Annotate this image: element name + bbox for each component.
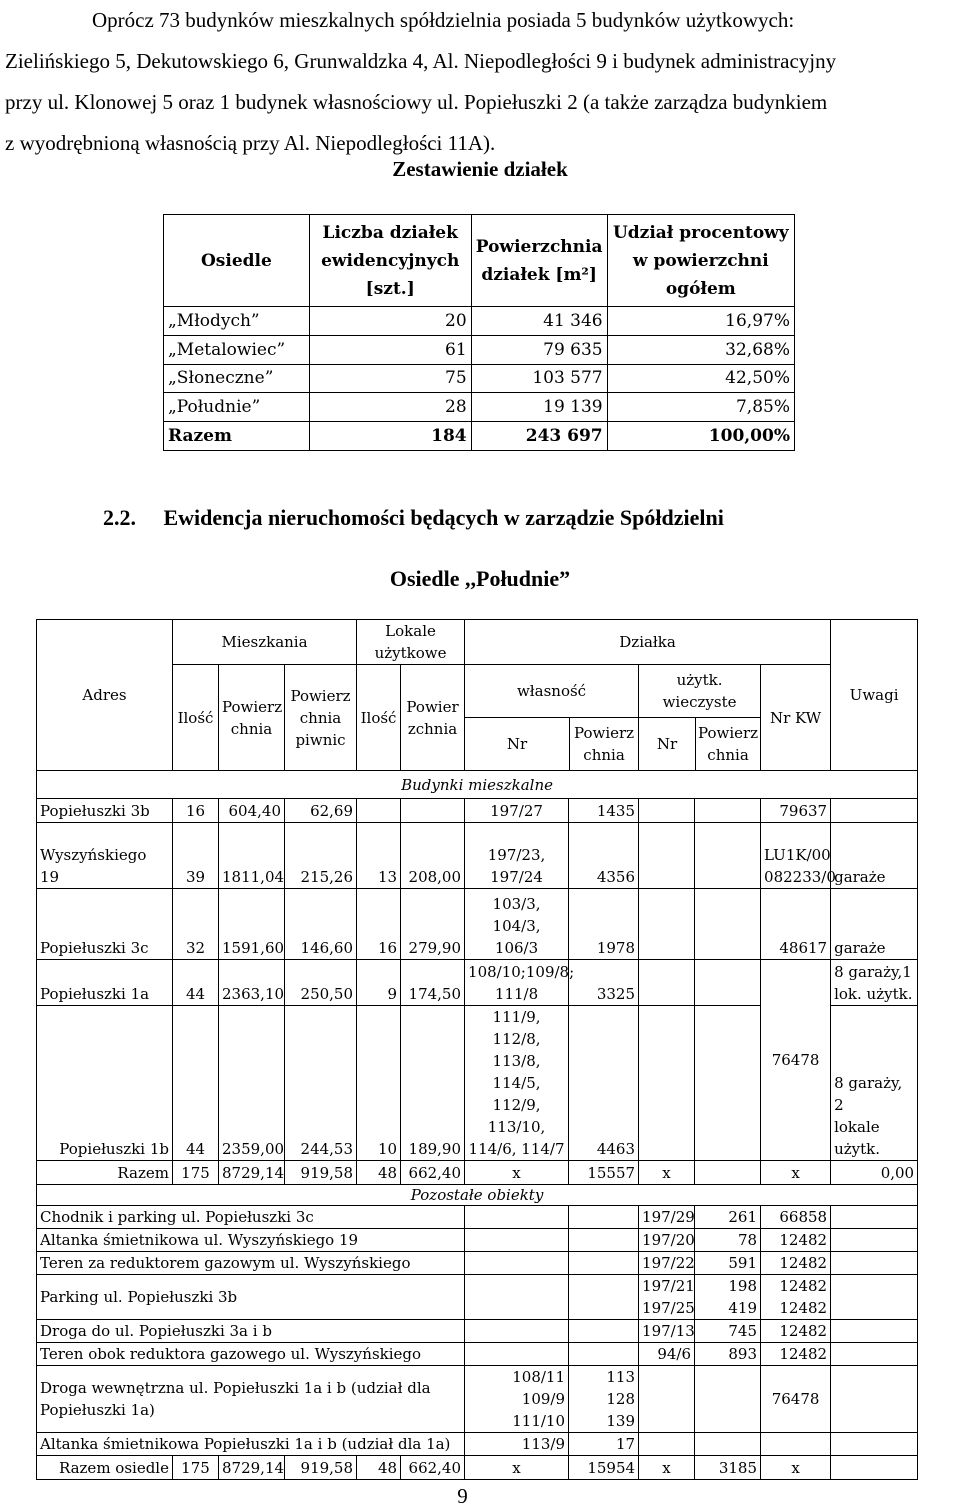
total-row xyxy=(164,422,795,451)
intro-line-4: z wyodrębnioną własnością przy Al. Niepodległości 11A). xyxy=(5,131,496,155)
remarks xyxy=(831,799,918,823)
header-osiedle: Osiedle xyxy=(164,215,310,307)
intro-paragraph xyxy=(5,0,960,164)
plot-area xyxy=(569,1229,639,1252)
perpetual-plot-number xyxy=(639,823,695,889)
header-ilosc-lokale: Ilość xyxy=(357,665,401,771)
land-register-number: 12482 12482 xyxy=(761,1275,831,1320)
intro-line-2: Zielińskiego 5, Dekutowskiego 6, Grunwaldzka 4, Al. Niepodległości 9 i budynek administracyjny xyxy=(5,49,837,73)
cellar-area: 244,53 xyxy=(285,1006,357,1161)
subtotal-nru: x xyxy=(639,1161,695,1185)
perpetual-plot-number xyxy=(639,1006,695,1161)
other-object-row xyxy=(37,1229,918,1252)
plot-number: 108/10;109/8; 111/8 xyxy=(465,960,569,1006)
header-ilosc: Ilość xyxy=(173,665,219,771)
subtotal-row xyxy=(37,1161,918,1185)
other-object-row xyxy=(37,1366,918,1433)
remarks xyxy=(831,1320,918,1343)
other-object-row xyxy=(37,1275,918,1320)
land-register-number: 66858 xyxy=(761,1206,831,1229)
plot-number: 108/11 109/9 111/10 xyxy=(465,1366,569,1433)
header-nrkw: Nr KW xyxy=(761,665,831,771)
area-share: 7,85% xyxy=(607,393,794,422)
plot-area xyxy=(569,1320,639,1343)
section1-title: Zestawienie działek xyxy=(392,157,568,181)
address: Wyszyńskiego 19 xyxy=(37,823,173,889)
table-row xyxy=(164,307,795,336)
cellar-area: 215,26 xyxy=(285,823,357,889)
subtotal-piw: 919,58 xyxy=(285,1161,357,1185)
estate-total-label: Razem osiedle xyxy=(37,1456,173,1480)
plots-summary-table xyxy=(163,214,795,451)
unit-area: 174,50 xyxy=(401,960,465,1006)
object-description: Teren za reduktorem gazowym ul. Wyszyńskiego xyxy=(37,1252,465,1275)
address: Popiełuszki 3c xyxy=(37,889,173,960)
unit-count: 10 xyxy=(357,1006,401,1161)
flat-area: 2363,10 xyxy=(219,960,285,1006)
building-row xyxy=(37,960,918,1006)
perpetual-plot-area: 78 xyxy=(695,1229,761,1252)
page-number: 9 xyxy=(457,1484,468,1508)
osiedle-name: „Metalowiec” xyxy=(164,335,310,364)
estate-total-poww: 15954 xyxy=(569,1456,639,1480)
plot-area: 1435 xyxy=(569,799,639,823)
remarks: 8 garaży, 2 lokale użytk. xyxy=(831,1006,918,1161)
land-register-number: 76478 xyxy=(761,1366,831,1433)
perpetual-plot-number xyxy=(639,960,695,1006)
header-pow-uzytk: Powierz chnia xyxy=(697,724,759,764)
header-uzytk: użytk. wieczyste xyxy=(639,665,760,718)
perpetual-plot-number xyxy=(639,1366,695,1433)
header-adres: Adres xyxy=(37,620,173,771)
plot-area: 4463 xyxy=(569,1006,639,1161)
plot-area: 79 635 xyxy=(471,335,607,364)
unit-count: 13 xyxy=(357,823,401,889)
flat-area: 1811,04 xyxy=(219,823,285,889)
perpetual-plot-number xyxy=(639,1433,695,1456)
subtotal-nr: x xyxy=(465,1161,569,1185)
subtotal-il2: 48 xyxy=(357,1161,401,1185)
property-register-table xyxy=(36,619,918,1480)
plot-area: 17 xyxy=(569,1433,639,1456)
estate-total-powu: 3185 xyxy=(695,1456,761,1480)
plot-number: 103/3, 104/3, 106/3 xyxy=(465,889,569,960)
total-count: 184 xyxy=(309,422,471,451)
building-row xyxy=(37,799,918,823)
perpetual-plot-area xyxy=(695,1433,761,1456)
remarks xyxy=(831,1206,918,1229)
estate-total-ilosc: 175 xyxy=(173,1456,219,1480)
section2-subtitle: Osiedle ,,Południe” xyxy=(389,566,571,591)
header-pow-lokale: Powier zchnia xyxy=(401,665,465,771)
plot-area xyxy=(569,1252,639,1275)
perpetual-plot-area xyxy=(695,960,761,1006)
flat-count: 16 xyxy=(173,799,219,823)
subtotal-poww: 15557 xyxy=(569,1161,639,1185)
area-share: 16,97% xyxy=(607,307,794,336)
address: Popiełuszki 1a xyxy=(37,960,173,1006)
perpetual-plot-area: 591 xyxy=(695,1252,761,1275)
plot-count: 61 xyxy=(309,335,471,364)
building-row xyxy=(37,889,918,960)
section-row xyxy=(37,1185,918,1206)
object-description: Altanka śmietnikowa Popiełuszki 1a i b (udział dla 1a) xyxy=(37,1433,465,1456)
perpetual-plot-number: 197/21 197/25 xyxy=(639,1275,695,1320)
header-nr2: Nr xyxy=(639,718,696,770)
estate-total-pow2: 662,40 xyxy=(401,1456,465,1480)
remarks xyxy=(831,1229,918,1252)
perpetual-plot-area xyxy=(695,889,761,960)
total-share: 100,00% xyxy=(607,422,794,451)
estate-total-nru: x xyxy=(639,1456,695,1480)
perpetual-plot-area: 745 xyxy=(695,1320,761,1343)
flat-area: 604,40 xyxy=(219,799,285,823)
section-budynki: Budynki mieszkalne xyxy=(37,771,918,799)
perpetual-plot-area: 893 xyxy=(695,1343,761,1366)
flat-area: 2359,00 xyxy=(219,1006,285,1161)
object-description: Teren obok reduktora gazowego ul. Wyszyńskiego xyxy=(37,1343,465,1366)
plot-count: 75 xyxy=(309,364,471,393)
header-uwagi: Uwagi xyxy=(831,620,918,771)
perpetual-plot-area: 198 419 xyxy=(695,1275,761,1320)
object-description: Altanka śmietnikowa ul. Wyszyńskiego 19 xyxy=(37,1229,465,1252)
header-wlasnosc-group xyxy=(465,665,639,771)
area-share: 32,68% xyxy=(607,335,794,364)
address: Popiełuszki 1b xyxy=(37,1006,173,1161)
object-description: Parking ul. Popiełuszki 3b xyxy=(37,1275,465,1320)
plot-area xyxy=(569,1343,639,1366)
area-share: 42,50% xyxy=(607,364,794,393)
perpetual-plot-number: 197/20 xyxy=(639,1229,695,1252)
estate-total-nr: x xyxy=(465,1456,569,1480)
plot-area: 41 346 xyxy=(471,307,607,336)
other-object-row xyxy=(37,1433,918,1456)
flat-count: 44 xyxy=(173,1006,219,1161)
table-row xyxy=(164,364,795,393)
unit-area: 189,90 xyxy=(401,1006,465,1161)
plot-area: 103 577 xyxy=(471,364,607,393)
plot-number: 197/27 xyxy=(465,799,569,823)
estate-total-kw: x xyxy=(761,1456,831,1480)
perpetual-plot-area xyxy=(695,823,761,889)
plot-area: 113 128 139 xyxy=(569,1366,639,1433)
land-register-number xyxy=(761,1433,831,1456)
land-register-number: 12482 xyxy=(761,1343,831,1366)
plot-area: 3325 xyxy=(569,960,639,1006)
unit-area: 208,00 xyxy=(401,823,465,889)
plot-area: 1978 xyxy=(569,889,639,960)
perpetual-plot-area xyxy=(695,799,761,823)
intro-line-1: Oprócz 73 budynków mieszkalnych spółdzielnia posiada 5 budynków użytkowych: xyxy=(92,8,795,32)
unit-count: 16 xyxy=(357,889,401,960)
perpetual-plot-number xyxy=(639,889,695,960)
plot-area xyxy=(569,1275,639,1320)
remarks: garaże xyxy=(831,823,918,889)
plot-number xyxy=(465,1275,569,1320)
estate-total-pow: 8729,14 xyxy=(219,1456,285,1480)
subtotal-label: Razem xyxy=(37,1161,173,1185)
plot-count: 28 xyxy=(309,393,471,422)
estate-total-il2: 48 xyxy=(357,1456,401,1480)
land-register-number: LU1K/00 082233/0 xyxy=(761,823,831,889)
object-description: Chodnik i parking ul. Popiełuszki 3c xyxy=(37,1206,465,1229)
plot-number: 113/9 xyxy=(465,1433,569,1456)
section-pozostale: Pozostałe obiekty xyxy=(37,1185,918,1206)
cellar-area: 62,69 xyxy=(285,799,357,823)
osiedle-name: „Słoneczne” xyxy=(164,364,310,393)
plot-number xyxy=(465,1206,569,1229)
flat-area: 1591,60 xyxy=(219,889,285,960)
other-object-row xyxy=(37,1252,918,1275)
plot-area: 19 139 xyxy=(471,393,607,422)
header-pow-piwnic: Powierz chnia piwnic xyxy=(285,665,357,771)
header-powierzchnia: Powierzchnia działek [m²] xyxy=(471,215,607,307)
perpetual-plot-area xyxy=(695,1366,761,1433)
plot-number: 197/23, 197/24 xyxy=(465,823,569,889)
perpetual-plot-number: 197/22 xyxy=(639,1252,695,1275)
perpetual-plot-number: 94/6 xyxy=(639,1343,695,1366)
remarks xyxy=(831,1252,918,1275)
unit-count xyxy=(357,799,401,823)
header-liczba: Liczba działek ewidencyjnych [szt.] xyxy=(309,215,471,307)
perpetual-plot-area xyxy=(695,1006,761,1161)
table-row xyxy=(164,335,795,364)
unit-area: 279,90 xyxy=(401,889,465,960)
plot-count: 20 xyxy=(309,307,471,336)
address: Popiełuszki 3b xyxy=(37,799,173,823)
subtotal-uwagi: 0,00 xyxy=(831,1161,918,1185)
header-dzialka: Działka xyxy=(465,620,831,665)
subtotal-powu xyxy=(695,1161,761,1185)
remarks xyxy=(831,1366,918,1433)
flat-count: 44 xyxy=(173,960,219,1006)
subtotal-pow2: 662,40 xyxy=(401,1161,465,1185)
flat-count: 32 xyxy=(173,889,219,960)
land-register-number: 12482 xyxy=(761,1229,831,1252)
header-uzytk-group xyxy=(639,665,761,771)
header-wlasnosc: własność xyxy=(465,665,638,718)
header-mieszkania: Mieszkania xyxy=(173,620,357,665)
table-row xyxy=(164,393,795,422)
cellar-area: 146,60 xyxy=(285,889,357,960)
plot-number xyxy=(465,1343,569,1366)
estate-total-row xyxy=(37,1456,918,1480)
land-register-number: 12482 xyxy=(761,1252,831,1275)
cellar-area: 250,50 xyxy=(285,960,357,1006)
land-register-number: 76478 xyxy=(761,960,831,1161)
subtotal-pow: 8729,14 xyxy=(219,1161,285,1185)
header-udzial: Udział procentowy w powierzchni ogółem xyxy=(607,215,794,307)
header-nr: Nr xyxy=(465,718,570,770)
perpetual-plot-number xyxy=(639,799,695,823)
perpetual-plot-number: 197/29 xyxy=(639,1206,695,1229)
total-area: 243 697 xyxy=(471,422,607,451)
object-description: Droga wewnętrzna ul. Popiełuszki 1a i b (udział dla Popiełuszki 1a) xyxy=(37,1366,465,1433)
osiedle-name: „Młodych” xyxy=(164,307,310,336)
land-register-number: 79637 xyxy=(761,799,831,823)
intro-line-3: przy ul. Klonowej 5 oraz 1 budynek własnościowy ul. Popiełuszki 2 (a także zarządza budynkiem xyxy=(5,90,828,114)
remarks: 8 garaży,1 lok. użytk. xyxy=(831,960,918,1006)
unit-area xyxy=(401,799,465,823)
header-pow-wlasnosc: Powierz chnia xyxy=(573,724,635,764)
perpetual-plot-area: 261 xyxy=(695,1206,761,1229)
plot-number xyxy=(465,1320,569,1343)
remarks xyxy=(831,1275,918,1320)
header-lokale: Lokale użytkowe xyxy=(357,620,465,665)
plot-number xyxy=(465,1252,569,1275)
osiedle-name: „Południe” xyxy=(164,393,310,422)
perpetual-plot-number: 197/13 xyxy=(639,1320,695,1343)
remarks: garaże xyxy=(831,889,918,960)
subtotal-kw: x xyxy=(761,1161,831,1185)
remarks xyxy=(831,1433,918,1456)
flat-count: 39 xyxy=(173,823,219,889)
plot-number xyxy=(465,1229,569,1252)
plot-area: 4356 xyxy=(569,823,639,889)
plot-number: 111/9, 112/8, 113/8, 114/5, 112/9, 113/10, 114/6, 114/7 xyxy=(465,1006,569,1161)
other-object-row xyxy=(37,1320,918,1343)
header-powierzchnia: Powierz chnia xyxy=(219,665,285,771)
plot-area xyxy=(569,1206,639,1229)
other-object-row xyxy=(37,1343,918,1366)
land-register-number: 48617 xyxy=(761,889,831,960)
building-row xyxy=(37,823,918,889)
section2-title: 2.2. Ewidencja nieruchomości będących w zarządzie Spółdzielni xyxy=(103,505,724,530)
other-object-row xyxy=(37,1206,918,1229)
estate-total-uwagi xyxy=(831,1456,918,1480)
land-register-number: 12482 xyxy=(761,1320,831,1343)
remarks xyxy=(831,1343,918,1366)
total-label: Razem xyxy=(164,422,310,451)
object-description: Droga do ul. Popiełuszki 3a i b xyxy=(37,1320,465,1343)
subtotal-ilosc: 175 xyxy=(173,1161,219,1185)
estate-total-piw: 919,58 xyxy=(285,1456,357,1480)
unit-count: 9 xyxy=(357,960,401,1006)
